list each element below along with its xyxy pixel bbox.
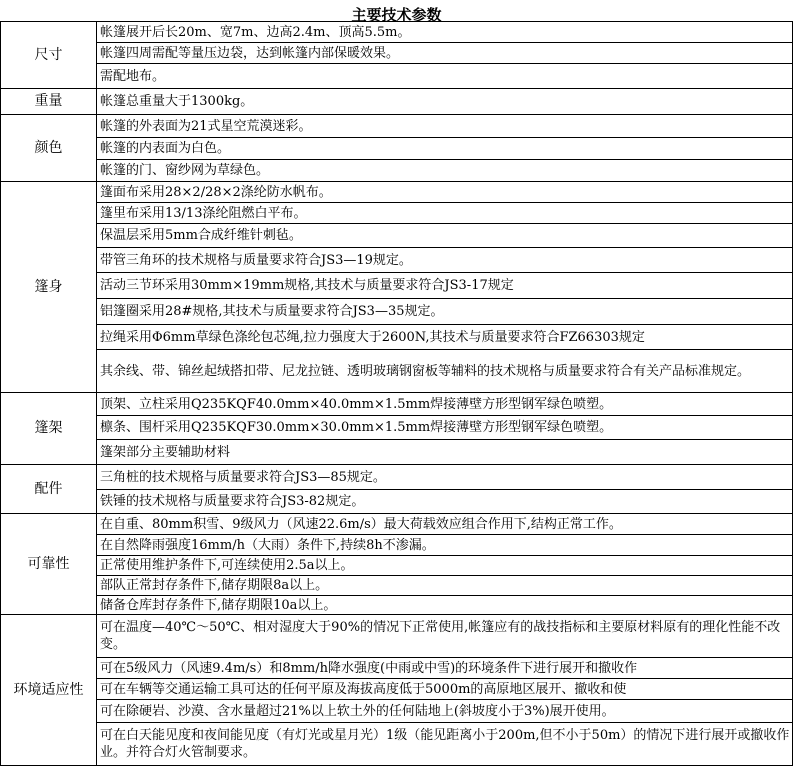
spec-text-cell: 篷面布采用28×2/28×2涤纶防水帆布。: [97, 182, 793, 203]
category-cell: 环境适应性: [1, 615, 97, 766]
table-row: [1, 138, 793, 160]
table-row: [1, 535, 793, 556]
spec-text-cell: 拉绳采用Φ6mm草绿色涤纶包芯绳,拉力强度大于2600N,其技术与质量要求符合FZ66303规定: [97, 325, 793, 350]
category-cell: 可靠性: [1, 514, 97, 615]
spec-text-cell: 部队正常封存条件下,储存期限8a以上。: [97, 576, 793, 596]
table-row: [1, 490, 793, 514]
table-row: [1, 89, 793, 115]
spec-text-cell: 帐篷四周需配等量压边袋，达到帐篷内部保暖效果。: [97, 43, 793, 64]
spec-text-cell: 在自然降雨强度16mm/h（大雨）条件下,持续8h不渗漏。: [97, 535, 793, 556]
spec-text-cell: 带管三角环的技术规格与质量要求符合JS3—19规定。: [97, 248, 793, 273]
spec-text-cell: 铁锤的技术规格与质量要求符合JS3-82规定。: [97, 490, 793, 514]
category-cell: 篷架: [1, 393, 97, 465]
spec-text-cell: 檩条、围杆采用Q235KQF30.0mm×30.0mm×1.5mm焊接薄壁方形型钢军绿色喷塑。: [97, 416, 793, 440]
spec-text-cell: 铝篷圈采用28#规格,其技术与质量要求符合JS3—35规定。: [97, 299, 793, 325]
spec-text-cell: 可在白天能见度和夜间能见度（有灯光或星月光）1级（能见距离小于200m,但不小于50m）的情况下进行展开或撤收作业。并符合灯火管制要求。: [97, 723, 793, 766]
table-row: [1, 182, 793, 203]
spec-table-body: [1, 22, 793, 766]
spec-text-cell: 可在温度—40℃～50℃、相对湿度大于90%的情况下正常使用,帐篷应有的战技指标和主要原材料原有的理化性能不改变。: [97, 615, 793, 658]
table-row: [1, 160, 793, 182]
spec-text-cell: 篷里布采用13/13涤纶阻燃白平布。: [97, 203, 793, 224]
spec-text-cell: 帐篷展开后长20m、宽7m、边高2.4m、顶高5.5m。: [97, 22, 793, 43]
table-row: [1, 615, 793, 658]
table-row: [1, 273, 793, 299]
spec-text-cell: 帐篷总重量大于1300kg。: [97, 89, 793, 115]
table-row: [1, 465, 793, 490]
table-row: [1, 596, 793, 615]
spec-text-cell: 帐篷的内表面为白色。: [97, 138, 793, 160]
table-row: [1, 416, 793, 440]
spec-text-cell: 保温层采用5mm合成纤维针刺毡。: [97, 224, 793, 248]
spec-text-cell: 顶架、立柱采用Q235KQF40.0mm×40.0mm×1.5mm焊接薄壁方形型钢军绿色喷塑。: [97, 393, 793, 416]
spec-table: [0, 21, 793, 766]
spec-text-cell: 其余线、带、锦丝起绒搭扣带、尼龙拉链、透明玻璃钢窗板等辅料的技术规格与质量要求符合有关产品标准规定。: [97, 350, 793, 393]
table-row: [1, 700, 793, 723]
page-title: 主要技术参数: [351, 6, 442, 24]
category-cell: 重量: [1, 89, 97, 115]
table-row: [1, 556, 793, 576]
spec-text-cell: 篷架部分主要辅助材料: [97, 440, 793, 465]
spec-text-cell: 储备仓库封存条件下,储存期限10a以上。: [97, 596, 793, 615]
table-row: [1, 22, 793, 43]
category-cell: 颜色: [1, 115, 97, 182]
category-cell: 篷身: [1, 182, 97, 393]
category-cell: 配件: [1, 465, 97, 514]
table-row: [1, 393, 793, 416]
spec-text-cell: 可在车辆等交通运输工具可达的任何平原及海拔高度低于5000m的高原地区展开、撤收和使: [97, 679, 793, 700]
spec-text-cell: 帐篷的门、窗纱网为草绿色。: [97, 160, 793, 182]
table-row: [1, 299, 793, 325]
table-row: [1, 658, 793, 679]
table-row: [1, 224, 793, 248]
table-row: [1, 440, 793, 465]
spec-text-cell: 可在5级风力（风速9.4m/s）和8mm/h降水强度(中雨或中雪)的环境条件下进行展开和撤收作: [97, 658, 793, 679]
spec-text-cell: 帐篷的外表面为21式星空荒漠迷彩。: [97, 115, 793, 138]
spec-text-cell: 需配地布。: [97, 64, 793, 89]
table-row: [1, 723, 793, 766]
table-row: [1, 43, 793, 64]
spec-text-cell: 可在除硬岩、沙漠、含水量超过21%以上软土外的任何陆地上(斜坡度小于3%)展开使用。: [97, 700, 793, 723]
table-row: [1, 203, 793, 224]
spec-text-cell: 在自重、80mm积雪、9级风力（风速22.6m/s）最大荷载效应组合作用下,结构正常工作。: [97, 514, 793, 535]
table-row: [1, 64, 793, 89]
table-row: [1, 576, 793, 596]
table-row: [1, 325, 793, 350]
spec-text-cell: 活动三节环采用30mm×19mm规格,其技术与质量要求符合JS3-17规定: [97, 273, 793, 299]
category-cell: 尺寸: [1, 22, 97, 89]
spec-text-cell: 三角桩的技术规格与质量要求符合JS3—85规定。: [97, 465, 793, 490]
table-row: [1, 248, 793, 273]
table-row: [1, 679, 793, 700]
table-row: [1, 514, 793, 535]
spec-text-cell: 正常使用维护条件下,可连续使用2.5a以上。: [97, 556, 793, 576]
table-row: [1, 115, 793, 138]
table-row: [1, 350, 793, 393]
